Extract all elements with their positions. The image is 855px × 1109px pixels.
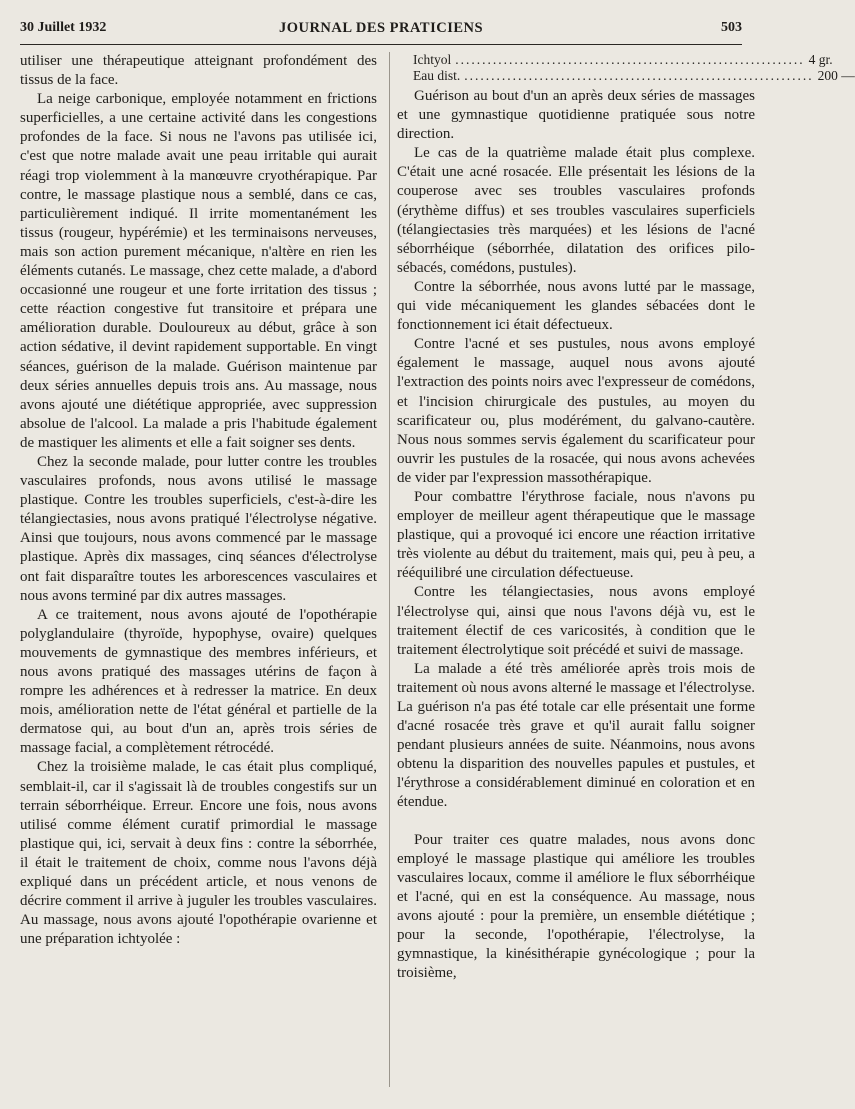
ingredient-name: Eau dist. xyxy=(413,68,461,83)
paragraph: Chez la seconde malade, pour lutter contre les troubles vasculaires profonds, nous avons utilisé le massage plastique. Contre les troubles superficiels, c'est-à-dire les télangiectasies, nous avons pratiqué l'électrolyse négative. Ainsi que toujours, nous avons commencé par le massage plastique. Après dix massages, cinq séances d'électrolyse ont fait disparaître toutes les arborescences vasculaires et nous avons terminé par dix autres massages. xyxy=(20,453,377,604)
left-column xyxy=(20,52,377,949)
page-header xyxy=(20,20,742,42)
prescription-formula xyxy=(413,52,855,84)
formula-row xyxy=(413,68,855,84)
paragraph: Chez la troisième malade, le cas était plus compliqué, semblait-il, car il s'agissait là de troubles congestifs sur un terrain séborrhéique. Erreur. Encore une fois, nous avons utilisé comme élément curatif primordial le massage plastique qui, ici, servait à deux fins : contre la séborrhée, il était le traitement de choix, comme nous l'avons déjà expliqué dans un précédent article, et nous venons de décrire comment il arrive à juguler les troubles vasculaires. Au massage, nous avons ajouté l'opothérapie ovarienne et une préparation ichtyolée : xyxy=(20,759,377,948)
ingredient-quantity: 4 gr. xyxy=(808,52,833,67)
paragraph: Contre l'acné et ses pustules, nous avons employé également le massage, auquel nous avons ajouté l'extraction des points noirs avec l'expresseur de comédons, et l'incision chirurgicale des pustules, au moyen du scarificateur ou, plus modérément, du galvano-cautère. Nous nous sommes servis également du scarificateur pour ouvrir les pustules de la rosacée, qui nous avons achevées de vider par l'expression massothérapique. xyxy=(397,336,755,486)
formula-row xyxy=(413,52,833,68)
paragraph: Pour combattre l'érythrose faciale, nous n'avons pu employer de meilleur agent thérapeutique que le massage plastique, qui a provoqué ici encore une réaction irritative très violente au début du traitement, mais qui, peu à peu, a rééquilibré une circulation défectueuse. xyxy=(397,488,755,582)
ingredient-quantity: 200 — xyxy=(817,68,855,83)
paragraph: utiliser une thérapeutique atteignant profondément des tissus de la face. xyxy=(20,53,377,89)
right-column xyxy=(397,52,855,983)
paragraph: Contre la séborrhée, nous avons lutté par le massage, qui vide mécaniquement les glandes sébacées dont le fonctionnement ici était défectueux. xyxy=(397,278,755,334)
paragraph: La neige carbonique, employée notamment en frictions superficielles, a une certaine activité dans les congestions profondes de la face. Si nous ne l'avons pas utilisée ici, c'est que notre malade avait une peau irritable qui aurait réagi trop violemment à la manœuvre cryothérapique. Par contre, le massage plastique nous a semblé, dans ce cas, particulièrement indiqué. Il irrite momentanément les tissus (rougeur, hypérémie) et les terminaisons nerveuses, mais son action purement mécanique, n'altère en rien les éléments cutanés. Le massage, chez cette malade, a d'abord occasionné une rougeur et une forte irritation des tissus ; cette réaction congestive fut transitoire et prépara une amélioration durable. Douloureux au début, grâce à son action sédative, il devint rapidement supportable. En vingt séances, guérison de la malade. Guérison maintenue par deux séries annuelles depuis trois ans. Au massage, nous avons ajouté une diététique appropriée, avec suppression absolue de l'alcool. La malade a pris l'habitude également de mastiquer les aliments et elle a fait soigner ses dents. xyxy=(20,91,377,451)
column-separator xyxy=(389,52,390,1087)
paragraph: Pour traiter ces quatre malades, nous avons donc employé le massage plastique qui améliore les troubles vasculaires locaux, comme il améliore le flux séborrhéique et l'acné, qui en est la conséquence. Au massage, nous avons ajouté : pour la première, un ensemble diététique ; pour la seconde, l'opothérapie, l'électrolyse, la gymnastique, la kinésithérapie gynécologique ; pour la troisième, xyxy=(397,831,755,982)
paragraph: Guérison au bout d'un an après deux séries de massages et une gymnastique quotidienne pratiquée sous notre direction. xyxy=(397,88,755,143)
paragraph: Le cas de la quatrième malade était plus complexe. C'était une acné rosacée. Elle présentait les lésions de la couperose avec ses troubles vasculaires profonds (érythème diffus) et ses troubles vasculaires superficiels (télangiectasies très marquées) et les lésions de l'acné séborrhéique (séborrhée, dilatation des orifices pilo-sébacés, comédons, pustules). xyxy=(397,145,755,276)
leader-dots: ................................................................. xyxy=(464,68,814,83)
header-rule xyxy=(20,44,742,45)
paragraph: Contre les télangiectasies, nous avons employé l'électrolyse qui, ainsi que nous l'avons déjà vu, est le traitement électif de ces varicosités, à condition que le traitement électrolytique soit précédé et suivi de massage. xyxy=(397,584,755,658)
journal-title: JOURNAL DES PRATICIENS xyxy=(278,20,484,36)
ingredient-name: Ichtyol xyxy=(413,52,452,67)
section-gap xyxy=(397,813,755,831)
paragraph: A ce traitement, nous avons ajouté de l'opothérapie polyglandulaire (thyroïde, hypophyse, ovaire) quelques mouvements de gymnastique des membres inférieurs, et nous avons pratiqué des massages utérins de façon à rompre les adhérences et à redresser la matrice. En deux mois, amélioration nette de l'état général et partielle de la dermatose qui, au bout d'un an, après trois séries de massage facial, a complètement rétrocédé. xyxy=(20,606,377,757)
page-number: 503 xyxy=(721,20,742,35)
leader-dots: ................................................................. xyxy=(455,52,805,67)
paragraph: La malade a été très améliorée après trois mois de traitement où nous avons alterné le massage et l'électrolyse. La guérison n'a pas été totale car elle présentait une forme d'acné rosacée très grave et qu'il aurait fallu soigner pendant plusieurs années de suite. Néanmoins, nous avons obtenu la disparition des nouvelles papules et pustules, et l'érythrose a considérablement diminué en coloration et en étendue. xyxy=(397,660,755,811)
issue-date: 30 Juillet 1932 xyxy=(20,20,107,35)
